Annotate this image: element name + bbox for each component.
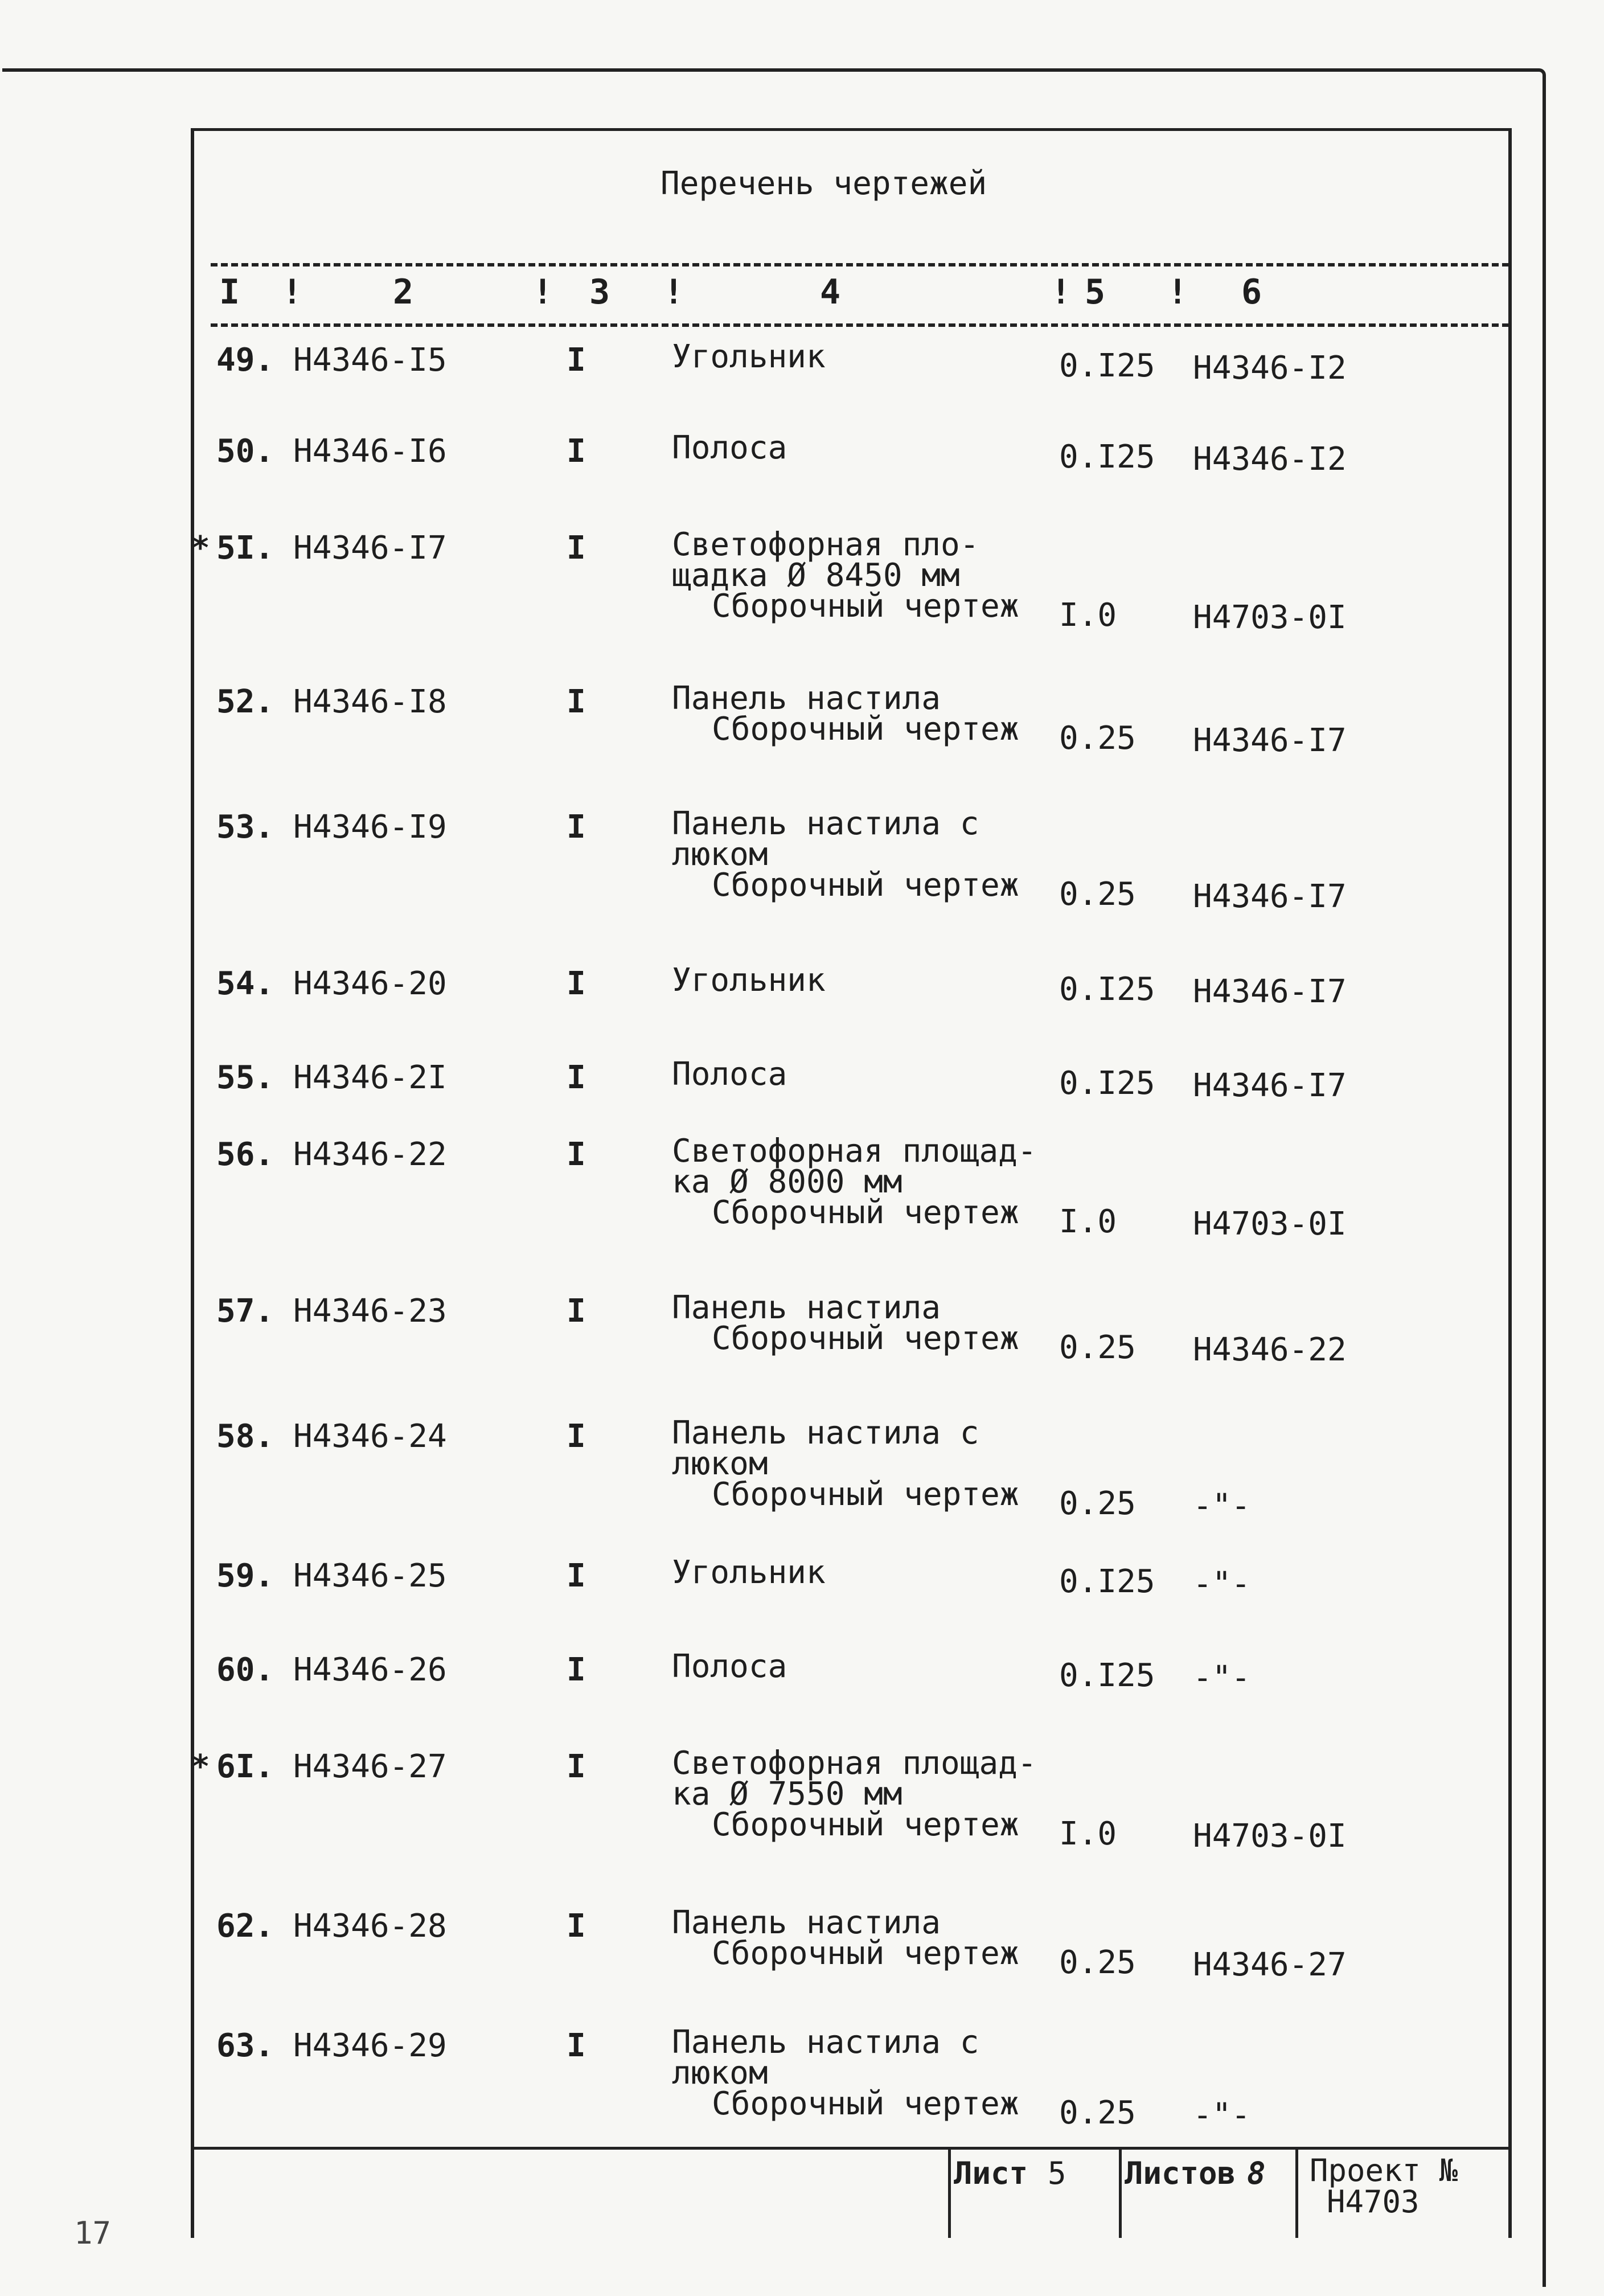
row-reference: Н4346-27 — [1193, 1946, 1347, 1983]
row-quantity: I — [567, 433, 586, 470]
row-quantity: I — [567, 1418, 586, 1455]
row-code: Н4346-23 — [293, 1293, 447, 1330]
row-number: 63. — [216, 2027, 274, 2064]
row-code: Н4346-29 — [293, 2027, 447, 2064]
col-header-3: 3 — [589, 272, 610, 312]
row-number: 52. — [216, 683, 274, 720]
row-reference: Н4346-22 — [1193, 1331, 1347, 1368]
col-sep: ! — [1051, 272, 1072, 312]
row-description-line: Полоса — [672, 1056, 787, 1093]
row-quantity: I — [567, 1651, 586, 1688]
row-quantity: I — [567, 1136, 586, 1173]
row-code: Н4346-I8 — [293, 683, 447, 720]
row-quantity: I — [567, 683, 586, 720]
row-code: Н4346-26 — [293, 1651, 447, 1688]
row-reference: Н4703-0I — [1193, 1818, 1347, 1855]
row-reference: -"- — [1193, 2097, 1251, 2134]
row-description-line: Сборочный чертеж — [712, 2085, 1019, 2122]
col-header-1: I — [219, 272, 240, 312]
row-number: 59. — [216, 1557, 274, 1594]
row-number: 50. — [216, 433, 274, 470]
margin-note: 17 — [74, 2215, 112, 2251]
row-description-line: Панель настила с — [672, 805, 979, 842]
row-weight: 0.25 — [1059, 1944, 1136, 1981]
row-reference: Н4346-I7 — [1193, 878, 1347, 915]
row-code: Н4346-I6 — [293, 433, 447, 470]
row-description-line: Панель настила — [672, 680, 941, 717]
row-code: Н4346-22 — [293, 1136, 447, 1173]
sheet-label: Лист — [954, 2155, 1028, 2191]
row-quantity: I — [567, 1908, 586, 1945]
row-weight: 0.I25 — [1059, 1065, 1155, 1102]
row-star-mark: * — [191, 530, 210, 567]
col-sep: ! — [282, 272, 303, 312]
sheet-value: 5 — [1048, 2155, 1066, 2191]
row-weight: 0.25 — [1059, 876, 1136, 913]
row-reference: Н4346-I2 — [1193, 350, 1347, 387]
row-description-line: Сборочный чертеж — [712, 588, 1019, 625]
project-value: Н4703 — [1327, 2184, 1420, 2220]
row-description-line: Панель настила с — [672, 1414, 979, 1452]
row-description-line: люком — [672, 1445, 768, 1482]
row-reference: -"- — [1193, 1487, 1251, 1524]
title-block-divider — [1119, 2147, 1122, 2238]
col-header-5: 5 — [1085, 272, 1106, 312]
row-code: Н4346-I5 — [293, 342, 447, 379]
row-quantity: I — [567, 1059, 586, 1096]
row-quantity: I — [567, 1748, 586, 1785]
row-code: Н4346-20 — [293, 965, 447, 1002]
row-star-mark: * — [191, 1748, 210, 1785]
row-description-line: Сборочный чертеж — [712, 1320, 1019, 1357]
col-header-4: 4 — [820, 272, 841, 312]
row-weight: 0.I25 — [1059, 1563, 1155, 1600]
col-header-2: 2 — [393, 272, 414, 312]
title-block-top-line — [191, 2147, 1508, 2150]
row-weight: 0.I25 — [1059, 438, 1155, 475]
row-reference: Н4346-I7 — [1193, 973, 1347, 1010]
row-description-line: Сборочный чертеж — [712, 867, 1019, 904]
project-label: Проект № — [1310, 2152, 1458, 2188]
row-weight: 0.I25 — [1059, 347, 1155, 384]
row-number: 49. — [216, 342, 274, 379]
row-weight: I.0 — [1059, 1815, 1117, 1852]
row-quantity: I — [567, 342, 586, 379]
row-description-line: Угольник — [672, 338, 826, 375]
row-description-line: ка Ø 7550 мм — [672, 1776, 902, 1813]
header-top-dash — [211, 263, 1509, 266]
col-sep: ! — [1167, 272, 1188, 312]
row-weight: 0.I25 — [1059, 971, 1155, 1008]
row-description-line: Панель настила с — [672, 2024, 979, 2061]
row-weight: 0.I25 — [1059, 1657, 1155, 1694]
row-description-line: Светофорная площад- — [672, 1133, 1037, 1170]
sheets-label: Листов — [1125, 2155, 1236, 2191]
row-description-line: Сборочный чертеж — [712, 711, 1019, 748]
row-number: 58. — [216, 1418, 274, 1455]
row-quantity: I — [567, 1293, 586, 1330]
row-weight: 0.25 — [1059, 1329, 1136, 1366]
col-sep: ! — [663, 272, 684, 312]
row-number: 5I. — [216, 530, 274, 567]
row-weight: 0.25 — [1059, 2094, 1136, 2131]
row-description-line: Полоса — [672, 1648, 787, 1685]
row-reference: Н4346-I7 — [1193, 1067, 1347, 1104]
row-number: 56. — [216, 1136, 274, 1173]
row-code: Н4346-2I — [293, 1059, 447, 1096]
row-reference: -"- — [1193, 1659, 1251, 1696]
row-code: Н4346-27 — [293, 1748, 447, 1785]
row-description-line: ка Ø 8000 мм — [672, 1163, 902, 1200]
row-reference: Н4703-0I — [1193, 1206, 1347, 1243]
row-code: Н4346-24 — [293, 1418, 447, 1455]
row-reference: -"- — [1193, 1565, 1251, 1602]
row-code: Н4346-28 — [293, 1908, 447, 1945]
row-number: 57. — [216, 1293, 274, 1330]
row-number: 54. — [216, 965, 274, 1002]
row-description-line: люком — [672, 836, 768, 873]
row-description-line: Сборочный чертеж — [712, 1476, 1019, 1513]
row-description-line: Сборочный чертеж — [712, 1806, 1019, 1843]
row-number: 6I. — [216, 1748, 274, 1785]
row-quantity: I — [567, 965, 586, 1002]
row-quantity: I — [567, 530, 586, 567]
row-number: 53. — [216, 809, 274, 846]
row-description-line: Угольник — [672, 962, 826, 999]
row-weight: 0.25 — [1059, 1485, 1136, 1522]
row-description-line: Панель настила — [672, 1289, 941, 1326]
row-description-line: Светофорная площад- — [672, 1745, 1037, 1782]
row-description-line: Панель настила — [672, 1904, 941, 1941]
row-description-line: Угольник — [672, 1554, 826, 1591]
row-number: 62. — [216, 1908, 274, 1945]
row-code: Н4346-25 — [293, 1557, 447, 1594]
col-header-6: 6 — [1241, 272, 1262, 312]
row-weight: I.0 — [1059, 1203, 1117, 1240]
sheets-value: 8 — [1247, 2155, 1266, 2191]
row-quantity: I — [567, 809, 586, 846]
row-reference: Н4346-I7 — [1193, 722, 1347, 759]
title-block-divider — [1295, 2147, 1298, 2238]
row-number: 55. — [216, 1059, 274, 1096]
row-description-line: щадка Ø 8450 мм — [672, 557, 960, 594]
row-reference: Н4703-0I — [1193, 599, 1347, 636]
row-description-line: Светофорная пло- — [672, 526, 979, 563]
row-number: 60. — [216, 1651, 274, 1688]
row-description-line: Сборочный чертеж — [712, 1935, 1019, 1972]
row-weight: 0.25 — [1059, 720, 1136, 757]
row-quantity: I — [567, 2027, 586, 2064]
row-weight: I.0 — [1059, 597, 1117, 634]
row-description-line: Полоса — [672, 429, 787, 466]
title-block-divider — [948, 2147, 951, 2238]
col-sep: ! — [532, 272, 553, 312]
row-description-line: люком — [672, 2055, 768, 2092]
row-quantity: I — [567, 1557, 586, 1594]
row-description-line: Сборочный чертеж — [712, 1194, 1019, 1231]
row-code: Н4346-I9 — [293, 809, 447, 846]
page-title: Перечень чертежей — [661, 165, 987, 202]
row-code: Н4346-I7 — [293, 530, 447, 567]
row-reference: Н4346-I2 — [1193, 441, 1347, 478]
header-bottom-dash — [211, 323, 1509, 327]
